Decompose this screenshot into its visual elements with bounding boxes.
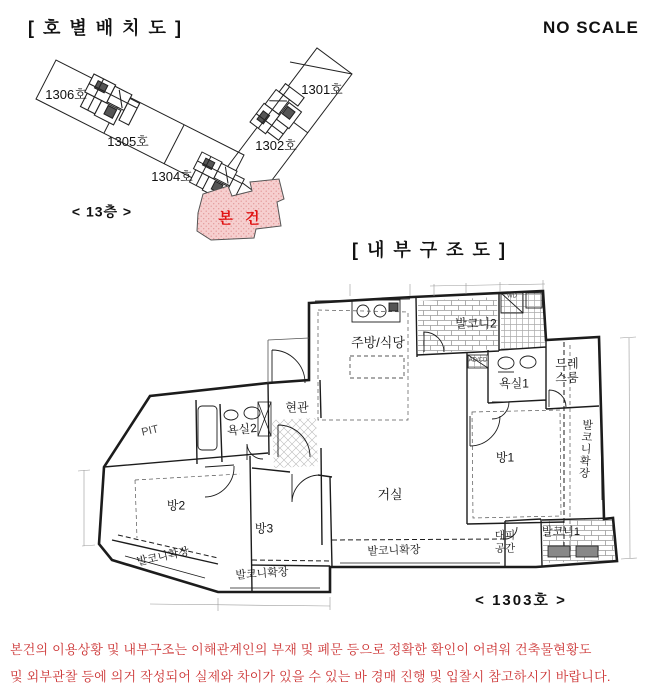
room-entrance-label: 현관 (285, 400, 309, 415)
subject-unit-label: 본 건 (218, 209, 264, 227)
door-arcs (205, 332, 566, 539)
site-unit-1305: 1305호 (107, 133, 149, 149)
balcony-ext-bottomleft-label: 발코니확장 (135, 545, 191, 569)
duct-label: AD/CD (468, 357, 488, 364)
disclaimer-line-2: 및 외부관찰 등에 의거 작성되어 실제와 차이가 있을 수 있는 바 경매 진행 및 입찰시 참고하시기 바랍니다. (10, 669, 611, 684)
site-unit-1301: 1301호 (301, 81, 343, 97)
room-room1-label: 방1 (495, 450, 515, 465)
washer-dryer-label: WD (507, 293, 517, 300)
balcony-ext-right-label: 발코니확장 (576, 418, 594, 480)
floor-level-label: < 13층 > (71, 203, 133, 220)
bathroom1-fixtures (498, 356, 536, 372)
floor-plan-title: [ 내 부 구 조 도 ] (352, 240, 507, 260)
room-living-label: 거실 (377, 486, 403, 502)
room-refuge-label: 대피공간 (494, 529, 516, 554)
site-core-left (77, 74, 142, 131)
room-kitchen-label: 주방/식당 (351, 334, 405, 350)
entrance-tile-hatch (272, 418, 318, 468)
room-room3-label: 방3 (254, 521, 274, 536)
room-balcony1-label: 발코니1 (542, 525, 580, 538)
room-pit-label: PIT (140, 423, 160, 439)
unit-number-label: < 1303호 > (475, 591, 567, 609)
corridor-lines (268, 338, 309, 383)
disclaimer-line-1: 본건의 이용상황 및 내부구조는 이해관계인의 부재 및 폐문 등으로 정확한 확인이 어려워 건축물현황도 (10, 642, 592, 657)
room-room2-label: 방2 (166, 498, 186, 513)
room-bath1-label: 욕실1 (499, 376, 529, 391)
site-unit-1306: 1306호 (45, 86, 87, 102)
room-bath2-label: 욕실2 (226, 420, 258, 438)
balcony-ext-bottomcenter-label: 발코니확장 (235, 566, 289, 582)
page-title: [ 호 별 배 치 도 ] (28, 18, 183, 38)
room-dressroom-label: 드레스룸 (555, 356, 579, 385)
balcony-ext-bottomright-label: 발코니확장 (367, 544, 421, 558)
scale-note: NO SCALE (543, 18, 639, 37)
room-balcony2-label: 발코니2 (455, 316, 497, 331)
site-unit-1304: 1304호 (151, 168, 193, 184)
site-unit-1302: 1302호 (255, 137, 297, 153)
